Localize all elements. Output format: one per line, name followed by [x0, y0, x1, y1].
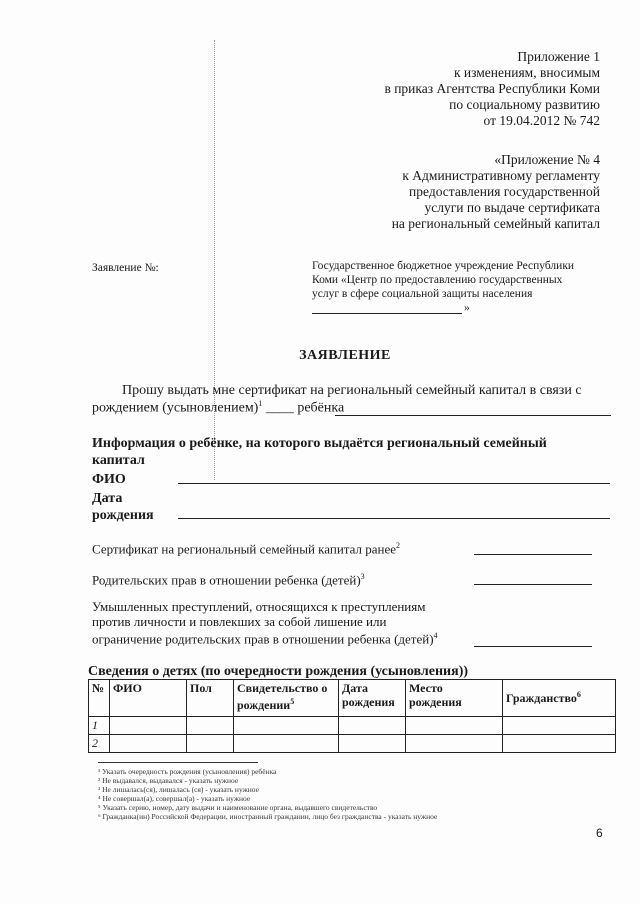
- regulation-header: [392, 152, 600, 232]
- footnote-ref: 1: [258, 399, 263, 408]
- table-cell[interactable]: [110, 717, 187, 735]
- col-birth-date: Дата рождения: [339, 680, 406, 717]
- request-underline: [335, 415, 611, 416]
- table-cell[interactable]: [339, 717, 406, 735]
- header-line: «Приложение № 4: [494, 152, 600, 167]
- table-cell[interactable]: [406, 717, 503, 735]
- footnote: ² Не выдавался, выдавался - указать нужное: [98, 776, 239, 785]
- question-text-line: против личности и повлекших за собой лишение или: [92, 613, 387, 629]
- question-text-line: ограничение родительских прав в отношении ребенка (детей): [92, 631, 434, 647]
- question-crimes: [92, 600, 438, 647]
- table-row: [89, 717, 616, 735]
- footnote: ¹ Указать очередность рождения (усыновления) ребёнка: [98, 767, 277, 776]
- col-fio: ФИО: [110, 680, 187, 717]
- footnote-ref: 2: [396, 541, 401, 550]
- child-info-title-line: Информация о ребёнке, на которого выдаётся региональный семейный: [92, 436, 547, 451]
- question-certificate: [92, 541, 400, 557]
- table-cell[interactable]: [234, 717, 339, 735]
- application-number-label: Заявление №:: [92, 262, 159, 274]
- recipient-line: Коми «Центр по предоставлению государственных: [312, 274, 563, 286]
- page-number: 6: [596, 826, 603, 840]
- question-parental-rights: [92, 572, 365, 588]
- header-line: к Административному регламенту: [402, 168, 600, 183]
- footnotes: [98, 767, 578, 821]
- header-line: к изменениям, вносимым: [453, 65, 600, 80]
- recipient-block: [312, 259, 612, 315]
- col-birth-certificate: Свидетельство о рождении$^5$: [234, 680, 339, 717]
- header-line: услуги по выдаче сертификата: [424, 200, 600, 215]
- question-text: Родительских прав в отношении ребенка (детей): [92, 572, 361, 588]
- footnote-separator: [98, 762, 258, 763]
- child-order-field[interactable]: ____ ребёнка: [265, 400, 345, 416]
- birth-date-field[interactable]: [178, 506, 610, 519]
- document-title: ЗАЯВЛЕНИЕ: [299, 348, 391, 363]
- child-info-title: [92, 435, 547, 469]
- footnote: ³ Не лишалась(ся), лишалась (ся) - указать нужное: [98, 785, 259, 794]
- children-table: [88, 679, 616, 753]
- header-line: на региональный семейный капитал: [391, 216, 600, 231]
- recipient-blank[interactable]: [312, 301, 462, 314]
- recipient-line: Государственное бюджетное учреждение Республики: [312, 260, 575, 272]
- recipient-line: услуг в сфере социальной защиты населения: [312, 288, 533, 300]
- request-line-2: [92, 399, 344, 417]
- table-header-row: [89, 680, 616, 717]
- header-line: Приложение 1: [517, 49, 600, 64]
- fio-field[interactable]: [178, 469, 610, 484]
- header-line: по социальному развитию: [449, 97, 600, 112]
- birth-date-label-line: Дата: [92, 491, 123, 506]
- col-number: №: [89, 680, 110, 717]
- request-line-1: Прошу выдать мне сертификат на региональный семейный капитал в связи с: [122, 383, 582, 398]
- footnote-ref: 4: [433, 631, 438, 640]
- header-line: предоставления государственной: [409, 184, 600, 199]
- crimes-answer-field[interactable]: [474, 634, 592, 647]
- appendix-header: [384, 49, 600, 129]
- footnote: ⁵ Указать серию, номер, дату выдачи и наименование органа, выдавшего свидетельство: [98, 803, 378, 812]
- header-line: в приказ Агентства Республики Коми: [384, 81, 600, 96]
- table-row: [89, 735, 616, 753]
- footnote: ⁴ Не совершал(а), совершал(а) - указать нужное: [98, 794, 251, 803]
- parental-rights-answer-field[interactable]: [474, 572, 592, 585]
- table-cell[interactable]: [187, 717, 234, 735]
- certificate-answer-field[interactable]: [474, 542, 592, 555]
- birth-date-label-line: рождения: [92, 508, 154, 523]
- question-text: Сертификат на региональный семейный капитал ранее: [92, 541, 397, 557]
- row-number: 1: [89, 717, 110, 735]
- request-text: рождением (усыновлением): [92, 400, 259, 416]
- header-line: от 19.04.2012 № 742: [483, 113, 600, 128]
- footnote: ⁶ Гражданка(ин) Российской Федерации, иностранный гражданин, лицо без гражданства - указать нужное: [98, 812, 438, 821]
- table-cell[interactable]: [406, 735, 503, 753]
- col-sex: Пол: [187, 680, 234, 717]
- children-section-title: Сведения о детях (по очередности рождения (усыновления)): [88, 664, 469, 679]
- birth-date-label: [92, 490, 154, 524]
- row-number: 2: [89, 735, 110, 753]
- table-cell[interactable]: [234, 735, 339, 753]
- col-citizenship: Гражданство$^6$: [503, 680, 616, 717]
- question-text-line: Умышленных преступлений, относящихся к преступлениям: [92, 599, 426, 614]
- footnote-ref: 3: [360, 572, 365, 581]
- col-birth-place: Место рождения: [406, 680, 503, 717]
- recipient-close-quote: »: [464, 302, 470, 314]
- fio-label: ФИО: [92, 472, 126, 487]
- child-info-title-line: капитал: [92, 453, 145, 468]
- table-cell[interactable]: [503, 735, 616, 753]
- table-cell[interactable]: [339, 735, 406, 753]
- table-cell[interactable]: [187, 735, 234, 753]
- table-cell[interactable]: [503, 717, 616, 735]
- table-cell[interactable]: [110, 735, 187, 753]
